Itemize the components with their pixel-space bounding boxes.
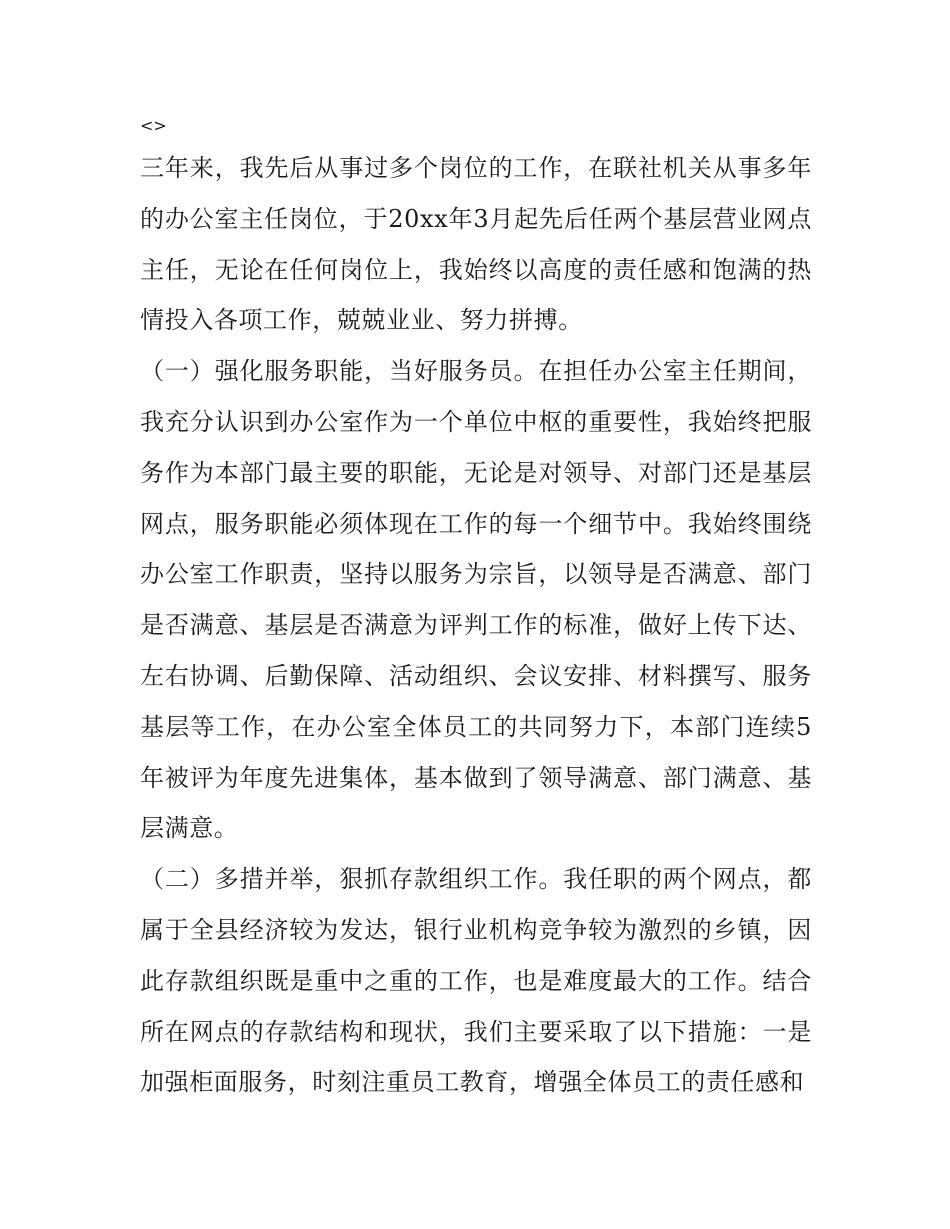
paragraph-intro: 三年来，我先后从事过多个岗位的工作，在联社机关从事多年的办公室主任岗位，于20xx年3月起先后任两个基层营业网点主任，无论在任何岗位上，我始终以高度的责任感和饱满的热情投入各项工作，兢兢业业、努力拼搏。	[140, 154, 812, 335]
document-body	[140, 109, 812, 1108]
placeholder-marker: <>	[140, 116, 167, 135]
paragraph-section-2: （二）多措并举，狠抓存款组织工作。我任职的两个网点，都属于全县经济较为发达，银行业机构竞争较为激烈的乡镇，因此存款组织既是重中之重的工作，也是难度最大的工作。结合所在网点的存款结构和现状，我们主要采取了以下措施：一是加强柜面服务，时刻注重员工教育，增强全体员工的责任感和	[140, 865, 812, 1097]
paragraph-section-1: （一）强化服务职能，当好服务员。在担任办公室主任期间，我充分认识到办公室作为一个单位中枢的重要性，我始终把服务作为本部门最主要的职能，无论是对领导、对部门还是基层网点，服务职能必须体现在工作的每一个细节中。我始终围绕办公室工作职责，坚持以服务为宗旨，以领导是否满意、部门是否满意、基层是否满意为评判工作的标准，做好上传下达、左右协调、后勤保障、活动组织、会议安排、材料撰写、服务基层等工作，在办公室全体员工的共同努力下，本部门连续5年被评为年度先进集体，基本做到了领导满意、部门满意、基层满意。	[140, 357, 812, 843]
